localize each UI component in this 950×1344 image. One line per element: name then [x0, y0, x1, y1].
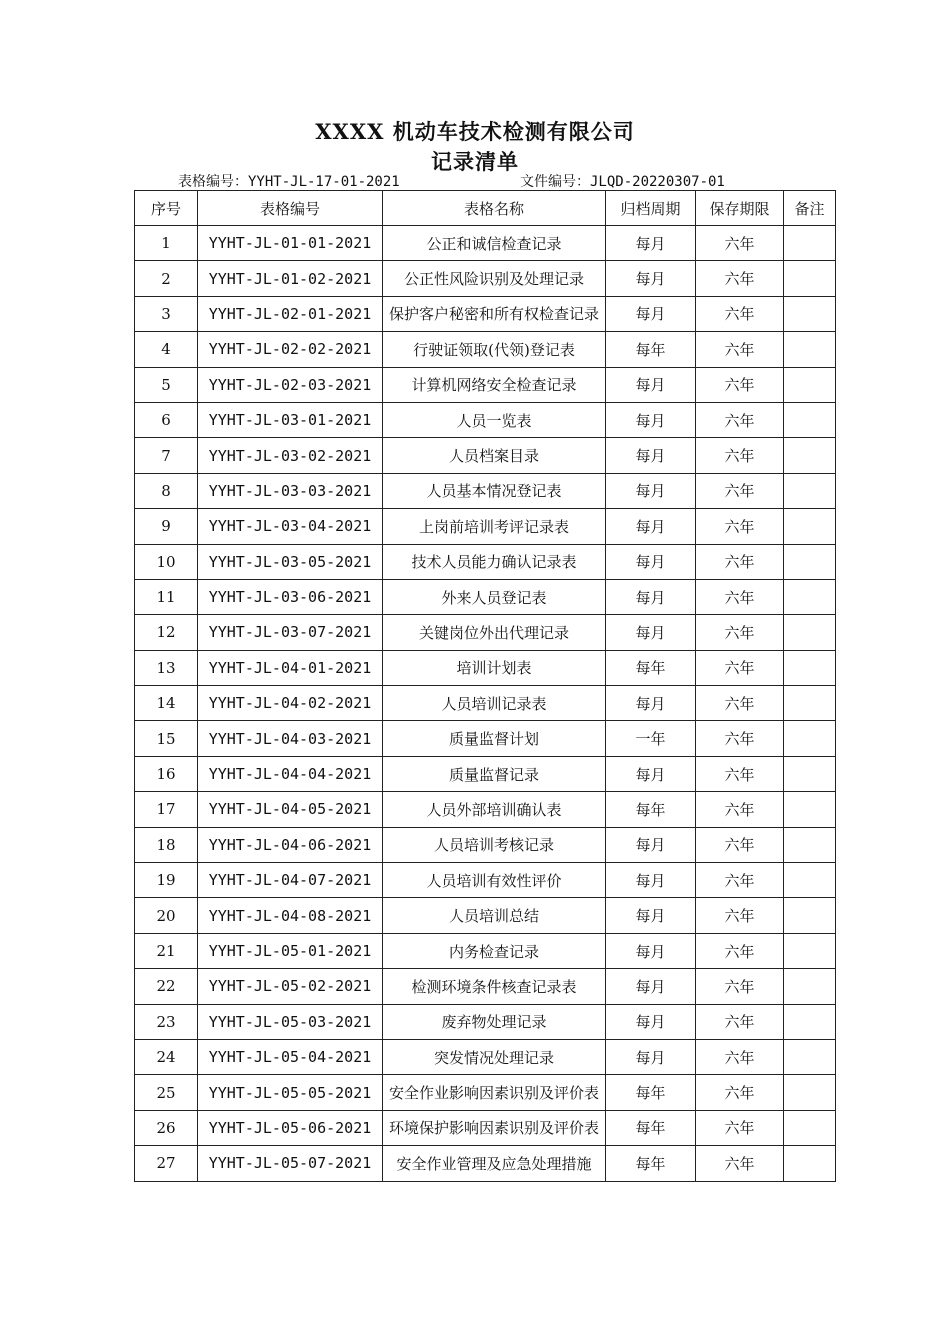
cell-retention: 六年 — [696, 367, 784, 402]
cell-code: YYHT-JL-01-02-2021 — [198, 261, 383, 296]
cell-retention: 六年 — [696, 1110, 784, 1145]
cell-retention: 六年 — [696, 1146, 784, 1181]
table-row — [135, 1004, 836, 1039]
cell-retention: 六年 — [696, 863, 784, 898]
cell-code: YYHT-JL-01-01-2021 — [198, 226, 383, 261]
cell-code: YYHT-JL-05-05-2021 — [198, 1075, 383, 1110]
cell-retention: 六年 — [696, 473, 784, 508]
cell-name: 上岗前培训考评记录表 — [383, 509, 606, 544]
cell-cycle: 每月 — [606, 1039, 696, 1074]
cell-note — [784, 226, 836, 261]
cell-cycle: 每月 — [606, 863, 696, 898]
cell-code: YYHT-JL-04-02-2021 — [198, 686, 383, 721]
cell-code: YYHT-JL-05-07-2021 — [198, 1146, 383, 1181]
cell-cycle: 每年 — [606, 332, 696, 367]
cell-note — [784, 509, 836, 544]
cell-cycle: 每月 — [606, 686, 696, 721]
cell-retention: 六年 — [696, 756, 784, 791]
table-row — [135, 1039, 836, 1074]
cell-cycle: 每年 — [606, 1110, 696, 1145]
cell-code: YYHT-JL-05-03-2021 — [198, 1004, 383, 1039]
cell-note — [784, 296, 836, 331]
cell-code: YYHT-JL-03-01-2021 — [198, 402, 383, 437]
cell-no: 15 — [135, 721, 198, 756]
cell-name: 安全作业管理及应急处理措施 — [383, 1146, 606, 1181]
cell-name: 保护客户秘密和所有权检查记录 — [383, 296, 606, 331]
cell-no: 19 — [135, 863, 198, 898]
cell-code: YYHT-JL-04-01-2021 — [198, 650, 383, 685]
cell-note — [784, 721, 836, 756]
cell-code: YYHT-JL-02-03-2021 — [198, 367, 383, 402]
cell-code: YYHT-JL-05-02-2021 — [198, 969, 383, 1004]
cell-no: 5 — [135, 367, 198, 402]
cell-retention: 六年 — [696, 898, 784, 933]
cell-cycle: 每月 — [606, 579, 696, 614]
cell-code: YYHT-JL-03-03-2021 — [198, 473, 383, 508]
cell-retention: 六年 — [696, 1039, 784, 1074]
table-header-row — [135, 191, 836, 226]
cell-no: 3 — [135, 296, 198, 331]
cell-note — [784, 863, 836, 898]
cell-note — [784, 1146, 836, 1181]
cell-code: YYHT-JL-03-05-2021 — [198, 544, 383, 579]
cell-code: YYHT-JL-04-04-2021 — [198, 756, 383, 791]
records-table — [134, 190, 836, 1182]
cell-code: YYHT-JL-03-04-2021 — [198, 509, 383, 544]
cell-retention: 六年 — [696, 332, 784, 367]
cell-no: 1 — [135, 226, 198, 261]
table-row — [135, 792, 836, 827]
cell-no: 6 — [135, 402, 198, 437]
table-row — [135, 863, 836, 898]
table-row — [135, 226, 836, 261]
column-header-code: 表格编号 — [198, 191, 383, 226]
cell-retention: 六年 — [696, 933, 784, 968]
table-row — [135, 898, 836, 933]
cell-code: YYHT-JL-05-06-2021 — [198, 1110, 383, 1145]
table-row — [135, 1110, 836, 1145]
cell-note — [784, 1110, 836, 1145]
cell-cycle: 每月 — [606, 1004, 696, 1039]
table-row — [135, 296, 836, 331]
cell-name: 内务检查记录 — [383, 933, 606, 968]
table-row — [135, 721, 836, 756]
table-row — [135, 473, 836, 508]
cell-no: 2 — [135, 261, 198, 296]
cell-retention: 六年 — [696, 1075, 784, 1110]
table-row — [135, 332, 836, 367]
cell-name: 公正和诚信检查记录 — [383, 226, 606, 261]
cell-no: 25 — [135, 1075, 198, 1110]
cell-name: 废弃物处理记录 — [383, 1004, 606, 1039]
cell-name: 外来人员登记表 — [383, 579, 606, 614]
cell-code: YYHT-JL-03-06-2021 — [198, 579, 383, 614]
cell-cycle: 每年 — [606, 792, 696, 827]
cell-no: 24 — [135, 1039, 198, 1074]
cell-code: YYHT-JL-04-07-2021 — [198, 863, 383, 898]
cell-note — [784, 756, 836, 791]
cell-note — [784, 827, 836, 862]
cell-retention: 六年 — [696, 402, 784, 437]
table-row — [135, 969, 836, 1004]
table-row — [135, 367, 836, 402]
cell-name: 质量监督记录 — [383, 756, 606, 791]
cell-retention: 六年 — [696, 615, 784, 650]
cell-cycle: 每月 — [606, 933, 696, 968]
cell-cycle: 一年 — [606, 721, 696, 756]
cell-code: YYHT-JL-05-01-2021 — [198, 933, 383, 968]
cell-name: 行驶证领取(代领)登记表 — [383, 332, 606, 367]
cell-code: YYHT-JL-04-08-2021 — [198, 898, 383, 933]
cell-name: 公正性风险识别及处理记录 — [383, 261, 606, 296]
cell-note — [784, 402, 836, 437]
cell-name: 安全作业影响因素识别及评价表 — [383, 1075, 606, 1110]
cell-note — [784, 615, 836, 650]
cell-retention: 六年 — [696, 792, 784, 827]
cell-name: 人员外部培训确认表 — [383, 792, 606, 827]
cell-cycle: 每月 — [606, 226, 696, 261]
cell-no: 17 — [135, 792, 198, 827]
cell-code: YYHT-JL-04-06-2021 — [198, 827, 383, 862]
table-row — [135, 686, 836, 721]
cell-no: 18 — [135, 827, 198, 862]
cell-no: 27 — [135, 1146, 198, 1181]
cell-code: YYHT-JL-02-01-2021 — [198, 296, 383, 331]
cell-note — [784, 473, 836, 508]
cell-retention: 六年 — [696, 438, 784, 473]
column-header-note: 备注 — [784, 191, 836, 226]
cell-note — [784, 1039, 836, 1074]
cell-retention: 六年 — [696, 544, 784, 579]
table-row — [135, 827, 836, 862]
table-row — [135, 650, 836, 685]
cell-retention: 六年 — [696, 509, 784, 544]
cell-cycle: 每月 — [606, 296, 696, 331]
cell-retention: 六年 — [696, 1004, 784, 1039]
cell-note — [784, 686, 836, 721]
cell-cycle: 每月 — [606, 898, 696, 933]
column-header-cycle: 归档周期 — [606, 191, 696, 226]
form-number: 表格编号：YYHT-JL-17-01-2021 — [178, 174, 400, 190]
table-row — [135, 438, 836, 473]
cell-cycle: 每年 — [606, 1146, 696, 1181]
cell-note — [784, 261, 836, 296]
cell-cycle: 每月 — [606, 827, 696, 862]
cell-note — [784, 898, 836, 933]
cell-cycle: 每月 — [606, 261, 696, 296]
cell-name: 质量监督计划 — [383, 721, 606, 756]
cell-note — [784, 792, 836, 827]
cell-note — [784, 367, 836, 402]
cell-name: 人员档案目录 — [383, 438, 606, 473]
table-row — [135, 261, 836, 296]
cell-note — [784, 650, 836, 685]
cell-note — [784, 1004, 836, 1039]
cell-cycle: 每年 — [606, 1075, 696, 1110]
cell-name: 人员培训有效性评价 — [383, 863, 606, 898]
cell-cycle: 每月 — [606, 438, 696, 473]
cell-code: YYHT-JL-03-07-2021 — [198, 615, 383, 650]
page-title: 记录清单 — [431, 149, 519, 174]
cell-retention: 六年 — [696, 969, 784, 1004]
table-row — [135, 1075, 836, 1110]
cell-cycle: 每月 — [606, 969, 696, 1004]
cell-no: 14 — [135, 686, 198, 721]
cell-note — [784, 579, 836, 614]
column-header-no: 序号 — [135, 191, 198, 226]
cell-note — [784, 933, 836, 968]
cell-no: 23 — [135, 1004, 198, 1039]
cell-cycle: 每月 — [606, 615, 696, 650]
cell-no: 7 — [135, 438, 198, 473]
cell-retention: 六年 — [696, 650, 784, 685]
cell-cycle: 每月 — [606, 402, 696, 437]
cell-name: 人员培训考核记录 — [383, 827, 606, 862]
file-number: 文件编号：JLQD-20220307-01 — [520, 174, 725, 190]
cell-no: 9 — [135, 509, 198, 544]
cell-note — [784, 332, 836, 367]
table-row — [135, 402, 836, 437]
cell-no: 26 — [135, 1110, 198, 1145]
cell-no: 10 — [135, 544, 198, 579]
cell-no: 8 — [135, 473, 198, 508]
cell-code: YYHT-JL-04-03-2021 — [198, 721, 383, 756]
cell-name: 检测环境条件核查记录表 — [383, 969, 606, 1004]
cell-name: 人员一览表 — [383, 402, 606, 437]
cell-code: YYHT-JL-02-02-2021 — [198, 332, 383, 367]
cell-retention: 六年 — [696, 261, 784, 296]
cell-cycle: 每月 — [606, 756, 696, 791]
cell-name: 关键岗位外出代理记录 — [383, 615, 606, 650]
table-row — [135, 615, 836, 650]
cell-retention: 六年 — [696, 296, 784, 331]
cell-note — [784, 544, 836, 579]
table-row — [135, 933, 836, 968]
table-row — [135, 756, 836, 791]
cell-cycle: 每月 — [606, 544, 696, 579]
cell-cycle: 每月 — [606, 509, 696, 544]
cell-cycle: 每年 — [606, 650, 696, 685]
table-row — [135, 579, 836, 614]
cell-cycle: 每月 — [606, 367, 696, 402]
cell-retention: 六年 — [696, 579, 784, 614]
cell-name: 人员培训总结 — [383, 898, 606, 933]
cell-retention: 六年 — [696, 686, 784, 721]
table-row — [135, 1146, 836, 1181]
table-row — [135, 509, 836, 544]
cell-name: 计算机网络安全检查记录 — [383, 367, 606, 402]
cell-no: 22 — [135, 969, 198, 1004]
cell-name: 技术人员能力确认记录表 — [383, 544, 606, 579]
cell-note — [784, 1075, 836, 1110]
cell-name: 人员基本情况登记表 — [383, 473, 606, 508]
cell-retention: 六年 — [696, 721, 784, 756]
cell-code: YYHT-JL-03-02-2021 — [198, 438, 383, 473]
cell-no: 12 — [135, 615, 198, 650]
cell-no: 16 — [135, 756, 198, 791]
cell-note — [784, 969, 836, 1004]
company-name: XXXX 机动车技术检测有限公司 — [315, 119, 635, 144]
cell-code: YYHT-JL-05-04-2021 — [198, 1039, 383, 1074]
cell-name: 环境保护影响因素识别及评价表 — [383, 1110, 606, 1145]
column-header-retention: 保存期限 — [696, 191, 784, 226]
cell-no: 13 — [135, 650, 198, 685]
cell-name: 人员培训记录表 — [383, 686, 606, 721]
cell-name: 培训计划表 — [383, 650, 606, 685]
cell-code: YYHT-JL-04-05-2021 — [198, 792, 383, 827]
cell-no: 21 — [135, 933, 198, 968]
cell-retention: 六年 — [696, 827, 784, 862]
column-header-name: 表格名称 — [383, 191, 606, 226]
cell-cycle: 每月 — [606, 473, 696, 508]
cell-no: 11 — [135, 579, 198, 614]
table-row — [135, 544, 836, 579]
cell-no: 20 — [135, 898, 198, 933]
cell-name: 突发情况处理记录 — [383, 1039, 606, 1074]
cell-retention: 六年 — [696, 226, 784, 261]
cell-no: 4 — [135, 332, 198, 367]
cell-note — [784, 438, 836, 473]
